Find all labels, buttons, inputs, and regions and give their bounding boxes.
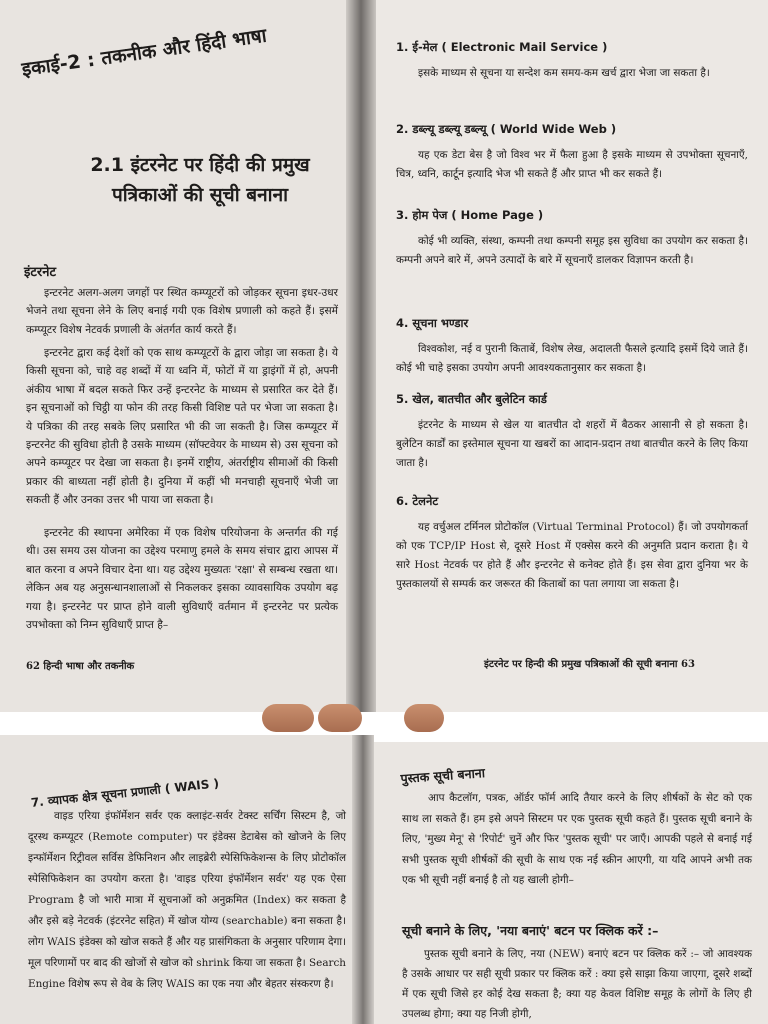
paragraph: इन्टरनेट द्वारा कई देशों को एक साथ कम्प्यूटरों के द्वारा जोड़ा जा सकता है। ये किसी सूचना को, चाहे वह शब्दों में या ध्वनि में, फोटों में या ड्राइंगों में हो, अपनी अंकीय भाषा में बदल सकते फिर उन्हें इन्टरनेट के माध्यम से प्रसारित कर देते हैं। इन सूचनाओं को चिट्ठी या फोन की तरह किसी विशिष्ट पते पर भेजा जा सकता है। ये पत्रिका की तरह सबके लिए प्रसारित भी की जा सकती है। जिस कम्प्यूटर में इन्टरनेट की सुविधा होती है उसके माध्यम (सॉफ्टवेयर के माध्यम से) उस सूचना को अपने कम्प्यूटर पर देखा जा सकता है। इनमें राष्ट्रीय, अंतर्राष्ट्रीय सीमाओं की किसी प्रकार की बाध्यता नहीं होती है। दुनिया में कहीं भी मनचाही सूचनाएँ भेजी जा सकती हैं और उनका उत्तर भी पाया जा सकता है। (26, 347, 338, 507)
page-footer: 62 हिन्दी भाषा और तकनीक (26, 661, 135, 672)
finger (404, 704, 444, 732)
entry-heading: 5. खेल, बातचीत और बुलेटिन कार्ड (396, 392, 547, 406)
entry-body: कोई भी व्यक्ति, संस्था, कम्पनी तथा कम्पनी समूह इस सुविधा का उपयोग कर सकता है। कम्पनी अपने बारे में, अपने उत्पादों के बारे में सूचनाएँ डालकर विज्ञापन करती है। (396, 235, 748, 266)
entry-heading: 6. टेलनेट (396, 494, 439, 508)
entry-heading: 3. होम पेज ( Home Page ) (396, 208, 544, 222)
book-list-paragraph: आप कैटलॉग, पत्रक, ऑर्डर फॉर्म आदि तैयार करने के लिए शीर्षकों के सेट को एक साथ ला सकते हैं। हम इसे अपने सिस्टम पर एक पुस्तक सूची कहते हैं। पुस्तक सूची बनाने के लिए, 'मुख्य मेनू' से 'रिपोर्ट' चुनें और फिर 'पुस्तक सूची' पर जाएँ। आपकी पहले से बनाई गई सभी पुस्तक सूची शीर्षकों की सूची के साथ एक नई स्क्रीन आएगी, या यदि आपने अभी तक एक भी सूची नहीं बनाई है तो यह खाली होगी– (402, 792, 752, 886)
book-list-paragraph: पुस्तक सूची बनाने के लिए, नया (NEW) बनाएं बटन पर क्लिक करें :– जो आवश्यक है उसके आधार पर सही सूची प्रकार पर क्लिक करें : क्या इसे साझा किया जाएगा, दूसरे शब्दों में एक सूची जिसे हर कोई देख सकता है; क्या यह केवल विशिष्ट समूह के लोगों के लिए ही उपलब्ध होगा; क्या यह निजी होगी, (402, 948, 752, 1020)
entry-body: इसके माध्यम से सूचना या सन्देश कम समय-कम खर्च द्वारा भेजा जा सकता है। (418, 67, 710, 79)
chapter-title: 2.1 इंटरनेट पर हिंदी की प्रमुख पत्रिकाओं की सूची बनाना (90, 154, 310, 206)
entry-body: विश्वकोश, नई व पुरानी किताबें, विशेष लेख, अदालती फैसले इत्यादि इसमें दिये जाते हैं। कोई भी चाहे इसका उपयोग अपनी आवश्यकतानुसार कर सकता है। (396, 343, 748, 374)
book-list-subheading: सूची बनाने के लिए, 'नया बनाएं' बटन पर क्लिक करें :– (402, 923, 659, 938)
entry-body: यह वर्चुअल टर्मिनल प्रोटोकॉल (Virtual Terminal Protocol) हैं। जो उपयोगकर्ता को एक TCP/IP Host से, दूसरे Host में एक्सेस करने की अनुमति प्रदान कराता है। ये सारे Host नेटवर्क पर होते हैं और इन्टरनेट से कनेक्ट होते हैं। इस सेवा द्वारा दुनिया भर के पुस्तकालयों से सम्पर्क कर जरूरत की किताबों का पता लगाया जा सकता है। (396, 521, 748, 590)
entry-heading: 1. ई-मेल ( Electronic Mail Service ) (396, 40, 608, 54)
book-gutter-bottom (352, 735, 374, 1024)
wais-heading: 7. व्यापक क्षेत्र सूचना प्रणाली ( WAIS ) (30, 776, 220, 810)
entry-body: इंटरनेट के माध्यम से खेल या बातचीत दो शहरों में बैठकर आसानी से हो सकता है। बुलेटिन कार्डों का इस्तेमाल सूचना या खबरों का आदान-प्रदान तथा बातचीत करने के लिए किया जाता है। (396, 419, 748, 469)
section-heading: इंटरनेट (24, 265, 57, 280)
entry-heading: 2. डब्ल्यू डब्ल्यू डब्ल्यू ( World Wide Web ) (396, 122, 617, 136)
finger (318, 704, 362, 732)
page-footer: इंटरनेट पर हिन्दी की प्रमुख पत्रिकाओं की सूची बनाना 63 (484, 659, 695, 670)
unit-title: इकाई-2 : तकनीक और हिंदी भाषा (20, 24, 268, 81)
wais-body: वाइड एरिया इंफॉर्मेशन सर्वर एक क्लाइंट-सर्वर टेक्स्ट सर्चिंग सिस्टम है, जो दूरस्थ कम्प्यूटर (Remote computer) पर इंडेक्स डेटाबेस को खोजने के लिए इन्फॉर्मेशन रिट्रीवल सर्विस डेफिनिशन और लाइब्रेरी स्पेसिफिकेशन्स के लिए प्रोटोकॉल स्पेसिफिकेशन का उपयोग करता है। 'वाइड एरिया इंफॉर्मेशन सर्वर' यह एक ऐसा Program है जो भारी मात्रा में सूचनाओं को अनुक्रमित (Index) कर सकता है और इसे बड़े नेटवर्क (इंटरनेट सहित) में खोज योग्य (searchable) बना सकता है। लोग WAIS इंडेक्स को खोज सकते हैं और यह प्रासंगिकता के अनुसार परिणाम देगा। मूल परिणामों पर बाद की खोजों से खोज को shrink किया जा सकता है। Search Engine विशेष रूप से वेब के लिए WAIS का एक नया और बेहतर संस्करण है। (28, 810, 346, 990)
entry-heading: 4. सूचना भण्डार (396, 316, 469, 330)
finger (262, 704, 314, 732)
paragraph: इन्टरनेट अलग-अलग जगहों पर स्थित कम्प्यूटरों को जोड़कर सूचना इधर-उधर भेजने तथा सूचना लेने के लिए बनाई गयी एक विशेष प्रणाली को कहते हैं। इसमें कम्प्यूटर विशेष नेटवर्क प्रणाली के अंतर्गत कार्य करते हैं। (26, 287, 338, 336)
book-list-heading: पुस्तक सूची बनाना (400, 765, 486, 786)
paragraph: इन्टरनेट की स्थापना अमेरिका में एक विशेष परियोजना के अन्तर्गत की गई थी। उस समय उस योजना का उद्देश्य परमाणु हमले के समय संचार द्वारा आपस में बात करना व अपने विचार देना था। यह उद्देश्य मुख्यतः 'रक्षा' से सम्बन्ध रखता था। लेकिन अब यह अनुसन्धानशालाओं से निकलकर इसका व्यावसायिक उपयोग बढ़ गया है। इन्टरनेट पर प्राप्त होने वाली सुविधाएँ वर्तमान में इन्टरनेट पर प्रत्येक उपभोक्ता को निम्न सुविधाएँ प्राप्त है– (26, 527, 338, 632)
entry-body: यह एक डेटा बेस है जो विश्व भर में फैला हुआ है इसके माध्यम से उपभोक्ता सूचनाएँ, चित्र, ध्वनि, कार्टून इत्यादि भेज भी सकते हैं और प्राप्त भी कर सकते हैं। (396, 149, 748, 180)
book-gutter (346, 0, 376, 720)
